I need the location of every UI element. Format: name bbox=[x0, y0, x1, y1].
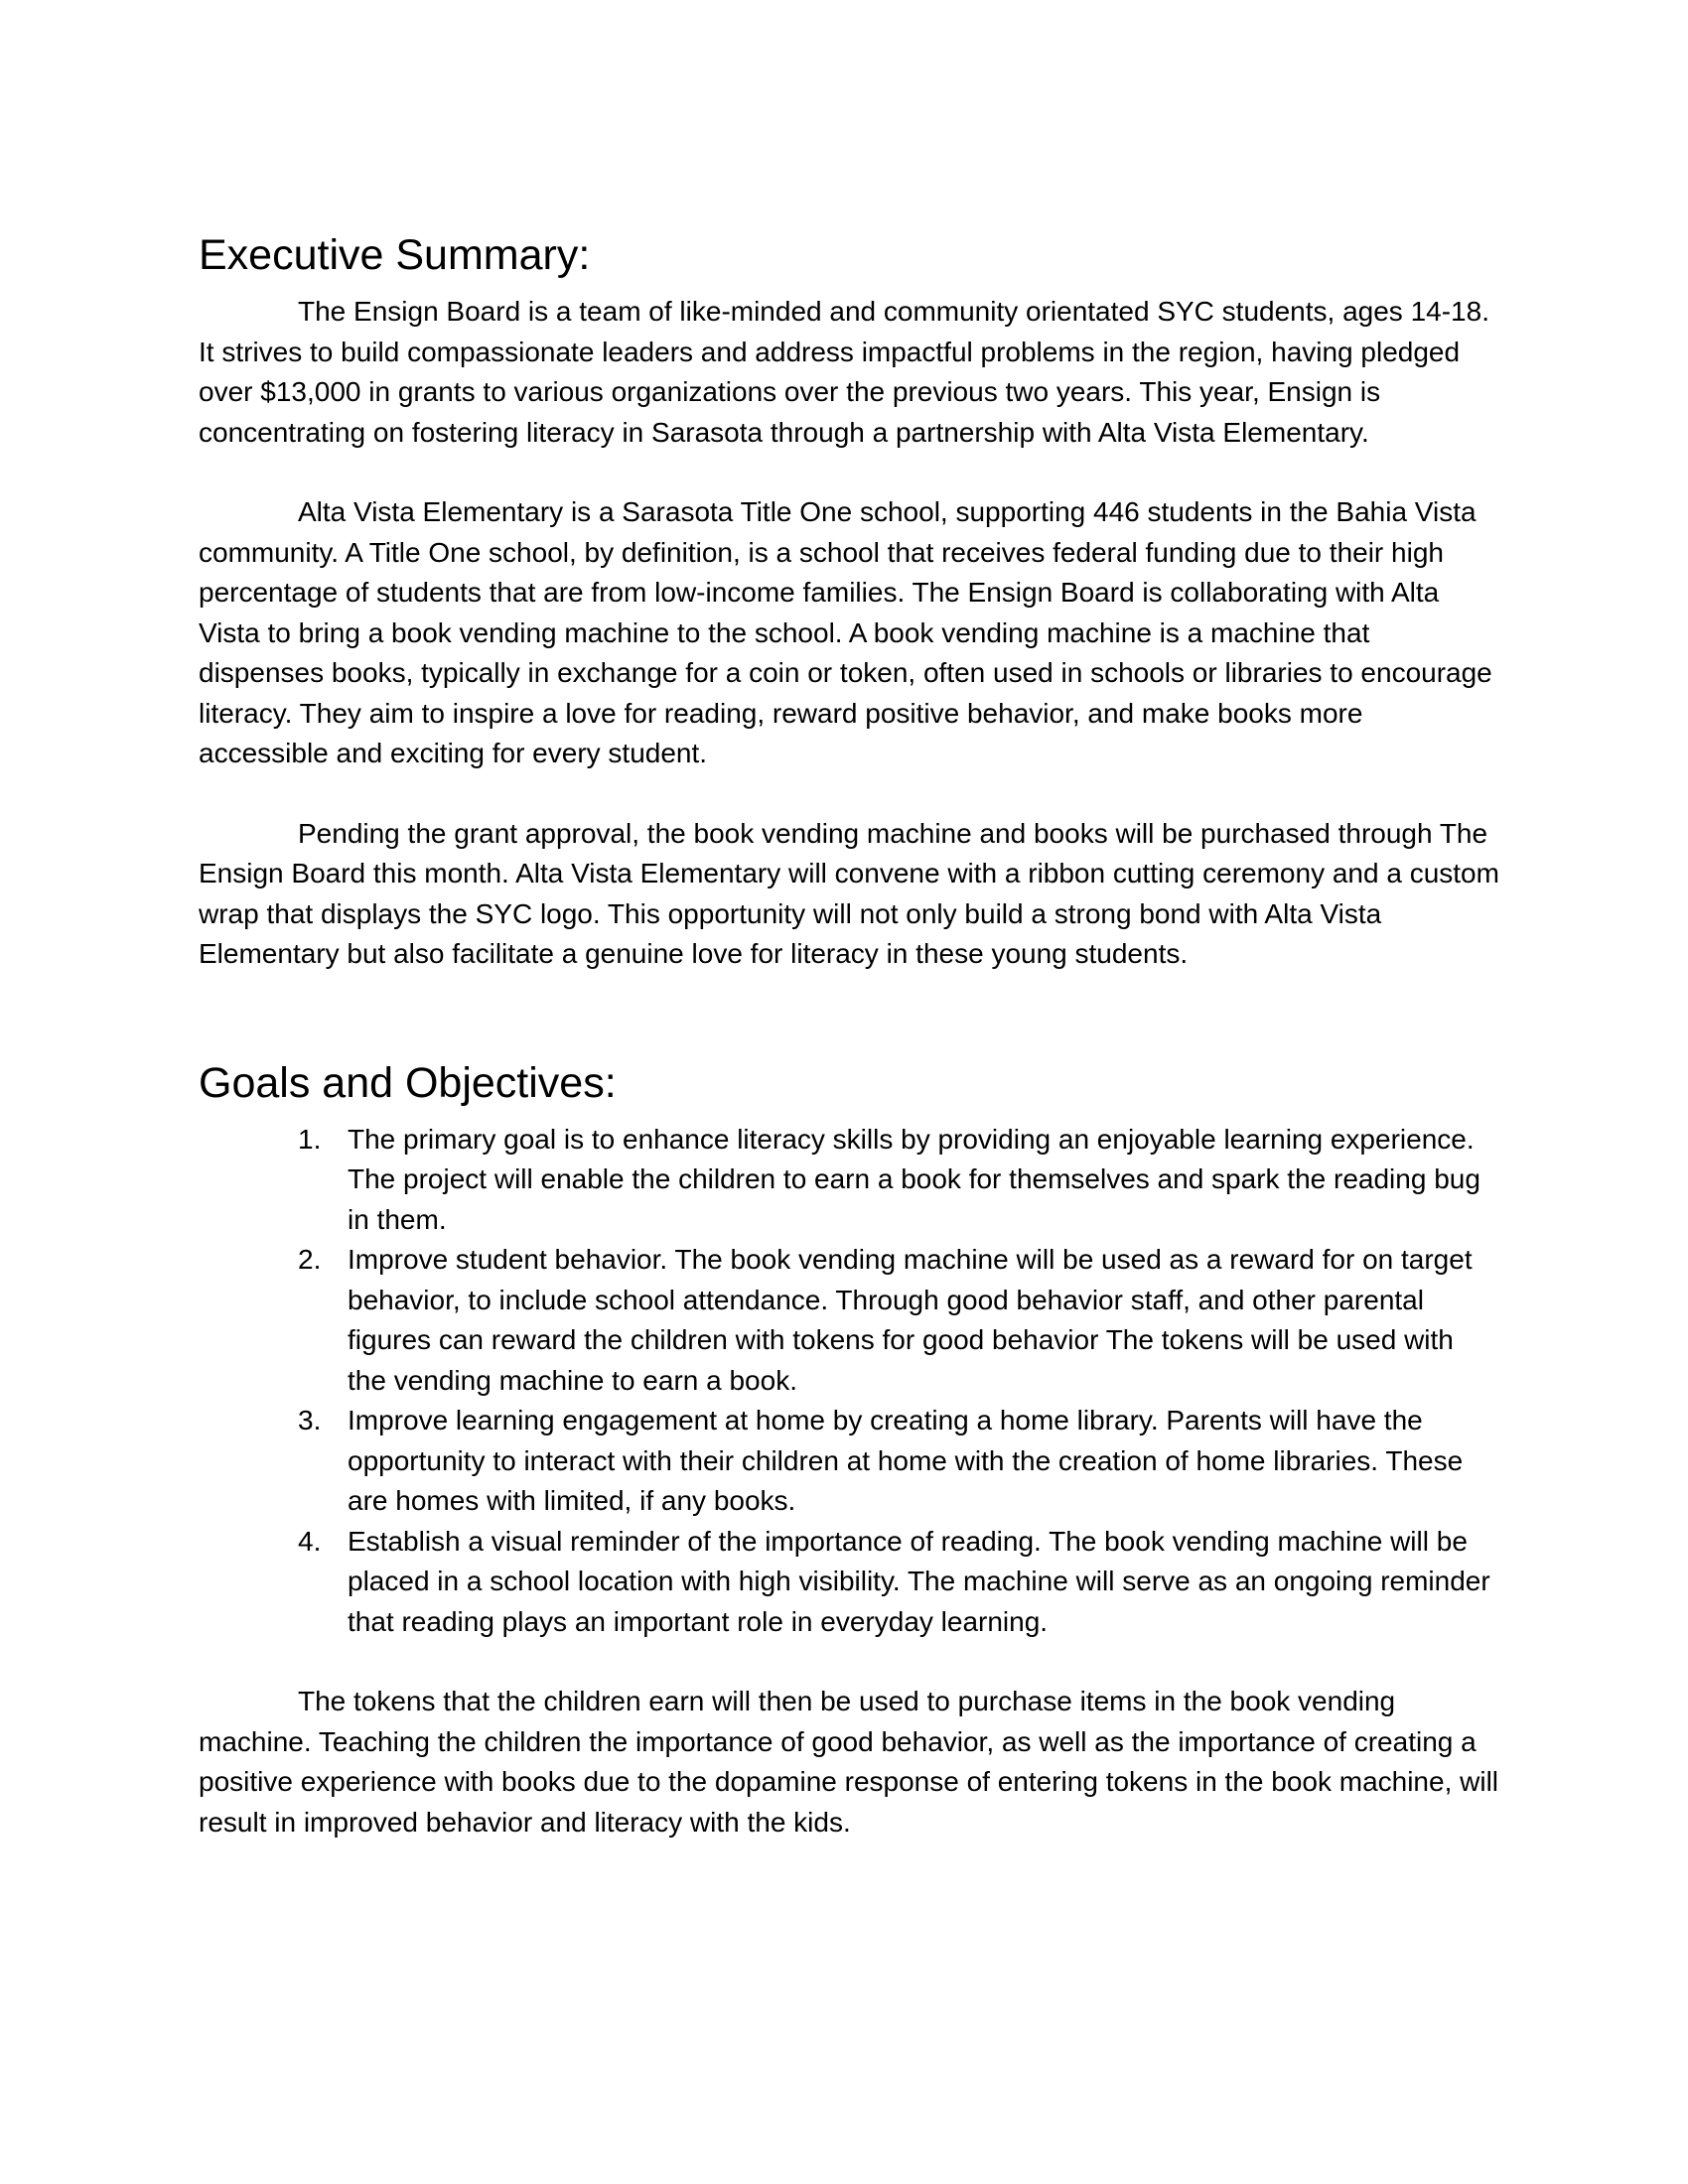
goal-number: 4. bbox=[298, 1525, 322, 1557]
goals-objectives-heading: Goals and Objectives: bbox=[199, 1058, 617, 1107]
goal-text: The primary goal is to enhance literacy skills by providing an enjoyable learning experience. The project will enable the children to earn a book for themselves and spark the reading bug in them. bbox=[348, 1123, 1480, 1235]
goal-text: Establish a visual reminder of the importance of reading. The book vending machine will be placed in a school location with high visibility. The machine will serve as an ongoing reminder that reading plays an important role in everyday learning. bbox=[348, 1525, 1490, 1637]
executive-summary-paragraph-3: Pending the grant approval, the book vending machine and books will be purchased through The Ensign Board this month. Alta Vista Elementary will convene with a ribbon cutting ceremony and a custom wrap that displays the SYC logo. This opportunity will not only build a strong bond with Alta Vista Elementary but also facilitate a genuine love for literacy in these young students. bbox=[199, 817, 1499, 969]
goal-text: Improve learning engagement at home by creating a home library. Parents will have the opportunity to interact with their children at home with the creation of home libraries. These are homes with limited, if any books. bbox=[348, 1405, 1464, 1516]
goal-text: Improve student behavior. The book vending machine will be used as a reward for on target behavior, to include school attendance. Through good behavior staff, and other parental figures can reward the children with tokens for good behavior The tokens will be used with the vending machine to earn a book. bbox=[348, 1244, 1473, 1396]
goal-item bbox=[199, 1120, 1499, 1241]
goal-number: 1. bbox=[298, 1123, 322, 1155]
goals-list bbox=[199, 1120, 1499, 1643]
goal-item bbox=[199, 1522, 1499, 1643]
goal-item bbox=[199, 1240, 1499, 1401]
goal-number: 2. bbox=[298, 1244, 322, 1275]
executive-summary-paragraph-2: Alta Vista Elementary is a Sarasota Title One school, supporting 446 students in the Bahia Vista community. A Title One school, by definition, is a school that receives federal funding due to their high percentage of students that are from low-income families. The Ensign Board is collaborating with Alta Vista to bring a book vending machine to the school. A book vending machine is a machine that dispenses books, typically in exchange for a coin or token, often used in schools or libraries to encourage literacy. They aim to inspire a love for reading, reward positive behavior, and make books more accessible and exciting for every student. bbox=[199, 496, 1492, 768]
document-page bbox=[199, 226, 1499, 1843]
executive-summary-heading: Executive Summary: bbox=[199, 231, 591, 279]
goal-number: 3. bbox=[298, 1405, 322, 1435]
goal-item bbox=[199, 1401, 1499, 1522]
executive-summary-paragraph-1: The Ensign Board is a team of like-minded and community orientated SYC students, ages 14-18. It strives to build compassionate leaders and address impactful problems in the region, having pledged over $13,000 in grants to various organizations over the previous two years. This year, Ensign is concentrating on fostering literacy in Sarasota through a partnership with Alta Vista Elementary. bbox=[199, 296, 1489, 448]
goals-closing-paragraph: The tokens that the children earn will then be used to purchase items in the book vending machine. Teaching the children the importance of good behavior, as well as the importance of creating a positive experience with books due to the dopamine response of entering tokens in the book machine, will result in improved behavior and literacy with the kids. bbox=[199, 1686, 1499, 1838]
